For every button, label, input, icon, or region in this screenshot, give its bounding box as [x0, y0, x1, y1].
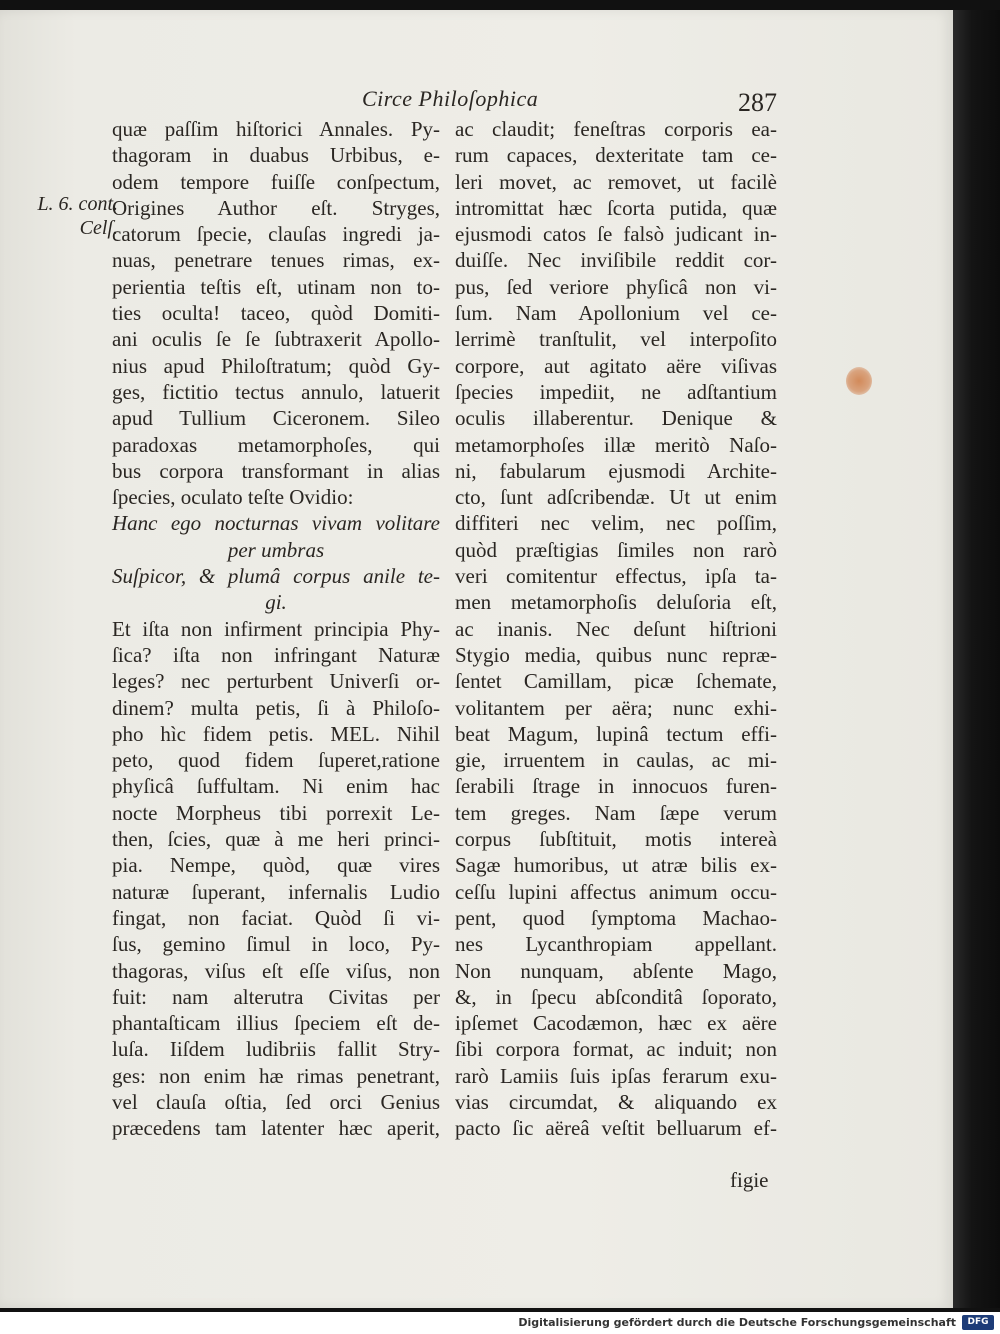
text-line: rum capaces, dexteritate tam ce-: [455, 143, 777, 168]
text-line: men metamorphoſis deluſoria eſt,: [455, 590, 777, 615]
text-line: luſa. Iiſdem ludibriis fallit Stry-: [112, 1037, 440, 1062]
text-line: thagoras, viſus eſt eſſe viſus, non: [112, 958, 440, 983]
dfg-logo: DFG: [962, 1315, 994, 1330]
text-line: vias circumdat, & aliquando ex: [455, 1089, 777, 1114]
page-edge: [953, 10, 1000, 1308]
text-line: ceſſu lupini affectus animum occu-: [455, 879, 777, 904]
text-line: fuit: nam alterutra Civitas per: [112, 984, 440, 1009]
text-line: pacto ſic aëreâ veſtit belluarum ef-: [455, 1116, 777, 1141]
text-line: then, ſcies, quæ à me heri princi-: [112, 827, 440, 852]
text-line: ges, fictitio tectus annulo, latuerit: [112, 379, 440, 404]
text-line: præcedens tam latenter hæc aperit,: [112, 1116, 440, 1141]
text-line: volitantem per aëra; nunc exhi-: [455, 695, 777, 720]
text-line: phyſicâ ſuffultam. Ni enim hac: [112, 774, 440, 799]
text-line: ſica? iſta non infringant Naturæ: [112, 642, 440, 667]
text-line: ejusmodi catos ſe falsò judicant in-: [455, 222, 777, 247]
running-title: Circe Philoſophica: [362, 86, 539, 111]
text-line: nius apud Philoſtratum; quòd Gy-: [112, 353, 440, 378]
text-line: lerrimè tranſtulit, vel interpoſito: [455, 327, 777, 352]
text-line: pent, quod ſymptoma Machao-: [455, 905, 777, 930]
text-line: tem greges. Nam ſæpe verum: [455, 800, 777, 825]
footer-bar: [0, 1312, 1000, 1334]
text-line: quæ paſſim hiſtorici Annales. Py-: [112, 117, 440, 141]
text-line: ac claudit; feneſtras corporis ea-: [455, 117, 777, 141]
text-line: rarò Lamiis ſuis ipſas ferarum exu-: [455, 1063, 777, 1088]
text-line: Hanc ego nocturnas vivam volitare: [112, 511, 440, 536]
paper-stain: [846, 367, 872, 395]
right-text-column: [455, 116, 777, 1142]
margin-note-line: Celſ.: [79, 217, 118, 239]
text-line: ſpecies, oculato teſte Ovidio:: [112, 485, 354, 510]
text-line: gie, irruentem in caulas, ac mi-: [455, 748, 777, 773]
footer-credit: Digitalisierung gefördert durch die Deutsche Forschungsgemeinschaft: [518, 1316, 956, 1329]
text-line: duiſſe. Nec inviſibile reddit cor-: [455, 248, 777, 273]
text-line: naturæ ſuperant, infernalis Ludio: [112, 879, 440, 904]
text-line: cto, ſunt adſcribendæ. Ut ut enim: [455, 485, 777, 510]
text-line: dinem? multa petis, ſi à Philoſo-: [112, 695, 440, 720]
text-line: peto, quod fidem ſuperet,ratione: [112, 748, 440, 773]
text-line: ſibi corpora format, ac induit; non: [455, 1037, 777, 1062]
text-line: corpore, aut agitato aëre viſivas: [455, 353, 777, 378]
text-line: leges? nec perturbent Univerſi or-: [112, 669, 440, 694]
text-line: ſum. Nam Apollonium vel ce-: [455, 301, 777, 326]
text-line: Origines Author eſt. Stryges,: [112, 195, 440, 220]
text-line: oculis illaberentur. Denique &: [455, 406, 777, 431]
text-line: ges: non enim hæ rimas penetrant,: [112, 1063, 440, 1088]
page-number: 287: [738, 88, 777, 117]
text-line: pus, ſed veriore phyſicâ non vi-: [455, 274, 777, 299]
text-line: Et iſta non infirment principia Phy-: [112, 616, 440, 641]
text-line: nocte Morpheus tibi porrexit Le-: [112, 800, 440, 825]
text-line: pia. Nempe, quòd, quæ vires: [112, 853, 440, 878]
text-line: bus corpora transformant in alias: [112, 458, 440, 483]
text-line: quòd præſtigias ſimiles non rarò: [455, 537, 777, 562]
text-line: ties oculta! taceo, quòd Domiti-: [112, 301, 440, 326]
text-line: Suſpicor, & plumâ corpus anile te-: [112, 564, 440, 589]
text-line: corpus ſubſtituit, motis intereà: [455, 827, 777, 852]
text-line: pho hìc fidem petis. MEL. Nihil: [112, 721, 440, 746]
text-line: paradoxas metamorphoſes, qui: [112, 432, 440, 457]
text-line: veri comitentur effectus, ipſa ta-: [455, 564, 777, 589]
text-line: ani oculis ſe ſe ſubtraxerit Apollo-: [112, 327, 440, 352]
text-line: phantaſticam illius ſpeciem eſt de-: [112, 1011, 440, 1036]
text-line: vel clauſa oſtia, ſed orci Genius: [112, 1089, 440, 1114]
text-line: per umbras: [227, 537, 325, 562]
text-line: nes Lycanthropiam appellant.: [455, 932, 777, 957]
text-line: ipſemet Cacodæmon, hæc ex aëre: [455, 1011, 777, 1036]
text-line: catorum ſpecie, clauſas ingredi ja-: [112, 222, 440, 247]
text-line: ſerabili ſtrage in innocuos furen-: [455, 774, 777, 799]
text-line: ni, fabularum ejusmodi Archite-: [455, 458, 777, 483]
text-line: diffiteri nec velim, nec poſſim,: [455, 511, 777, 536]
text-line: intromittat hæc ſcorta putida, quæ: [455, 195, 777, 220]
left-text-column: [112, 116, 440, 1142]
text-line: ſentet Camillam, picæ ſchemate,: [455, 669, 777, 694]
text-line: nuas, penetrare tenues rimas, ex-: [112, 248, 440, 273]
text-line: leri movet, ac removet, ut facilè: [455, 169, 777, 194]
text-line: odem tempore fuiſſe conſpectum,: [112, 169, 440, 194]
catchword: figie: [730, 1168, 769, 1192]
text-line: beat Magum, lupinâ tectum effi-: [455, 721, 777, 746]
text-line: Non nunquam, abſente Mago,: [455, 958, 777, 983]
text-line: thagoram in duabus Urbibus, e-: [112, 143, 440, 168]
text-line: ſpecies impediit, ne adſtantium: [455, 379, 777, 404]
margin-note: [18, 192, 118, 240]
text-line: apud Tullium Ciceronem. Sileo: [112, 406, 440, 431]
text-line: ſus, gemino ſimul in loco, Py-: [112, 932, 440, 957]
text-line: Stygio media, quibus nunc repræ-: [455, 642, 777, 667]
margin-note-line: L. 6. cont.: [37, 193, 118, 215]
text-line: Sagæ humoribus, ut atræ bilis ex-: [455, 853, 777, 878]
text-line: gi.: [265, 590, 287, 615]
text-line: fingat, non faciat. Quòd ſi vi-: [112, 905, 440, 930]
text-line: metamorphoſes illæ meritò Naſo-: [455, 432, 777, 457]
text-line: &, in ſpecu abſconditâ ſoporato,: [455, 984, 777, 1009]
text-line: perientia teſtis eſt, utinam non to-: [112, 274, 440, 299]
text-line: ac inanis. Nec deſunt hiſtrioni: [455, 616, 777, 641]
